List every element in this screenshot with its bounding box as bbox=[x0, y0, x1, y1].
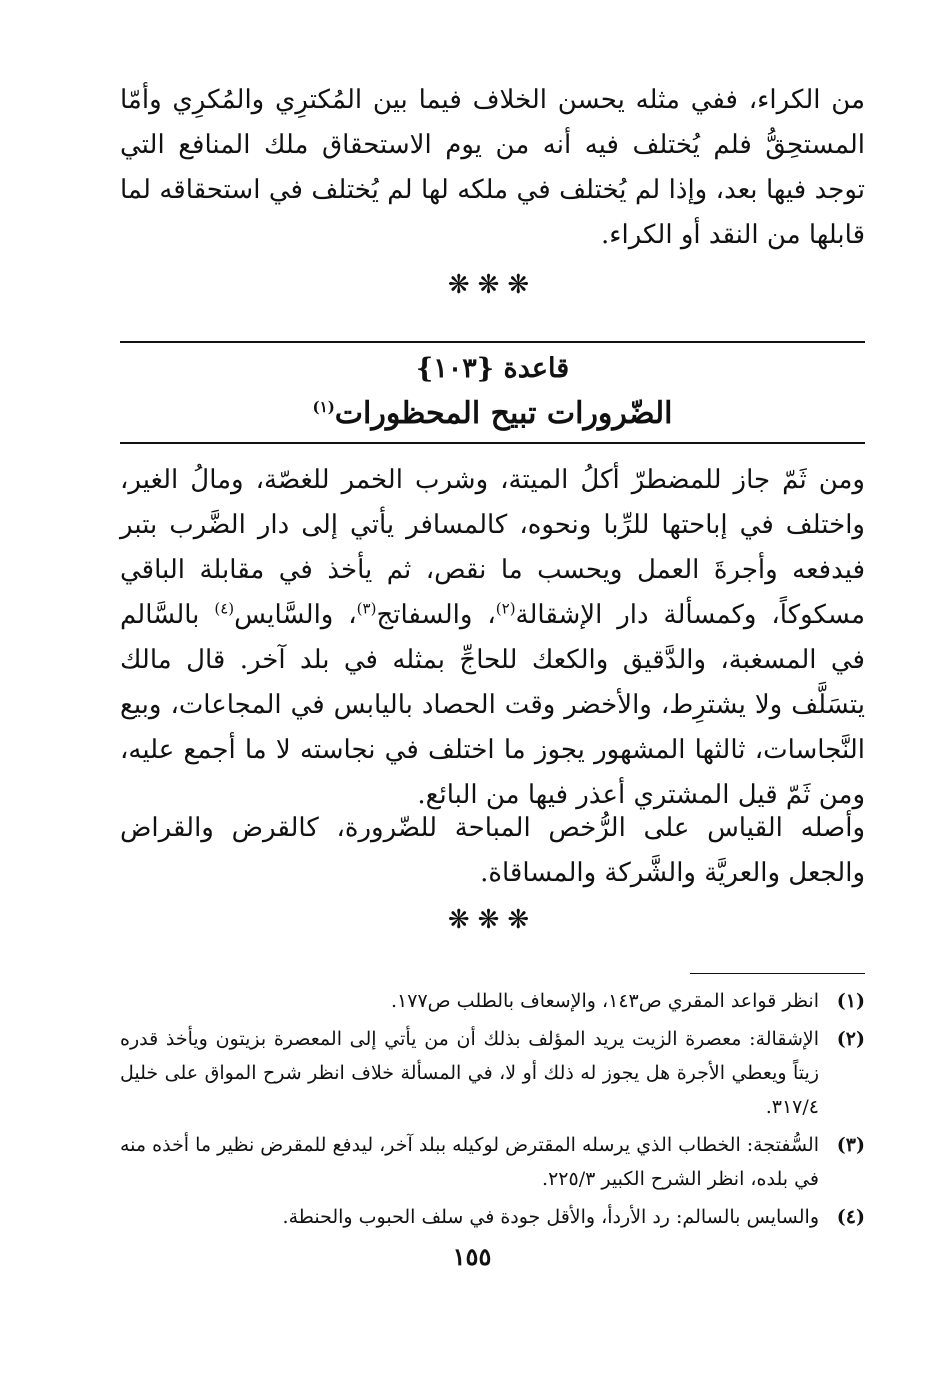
footnote-item bbox=[120, 1200, 865, 1234]
footnote-number: (٢) bbox=[836, 1028, 865, 1050]
footnote-number: (٣) bbox=[836, 1134, 865, 1156]
footnote-ref-3: (٣) bbox=[356, 599, 377, 618]
page-number: ١٥٥ bbox=[452, 1242, 492, 1271]
footnote-text: انظر قواعد المقري ص١٤٣، والإسعاف بالطلب ص١٧٧. bbox=[390, 990, 819, 1012]
paragraph-main-part-a: ومن ثَمّ جاز للمضطرّ أكلُ الميتة، وشرب الخمر للغصّة، ومالُ الغير، واختلف في إباحتها للرِّبا ونحوه، كالمسافر يأتي إلى دار الضَّرب بتبر فيدفعه وأجرةَ العمل ويحسب ما نقص، ثم يأخذ في مقابلة الباقي مسكوكاً، وكمسألة دار الإشقالة bbox=[120, 465, 866, 630]
heading-rule-top bbox=[120, 341, 865, 343]
paragraph-main-part-b: ، والسفاتج bbox=[376, 600, 496, 630]
separator-stars-bottom: ❋❋❋ bbox=[447, 905, 538, 935]
footnote-text: والسايس بالسالم: رد الأردأ، والأقل جودة في سلف الحبوب والحنطة. bbox=[282, 1206, 819, 1228]
paragraph-main bbox=[120, 458, 865, 818]
footnote-number: (٤) bbox=[836, 1206, 865, 1228]
paragraph-origin: وأصله القياس على الرُّخص المباحة للضّرورة، كالقرض والقراض والجعل والعريَّة والشَّركة والمساقاة. bbox=[120, 813, 865, 888]
paragraph-main-part-c: ، والسَّايس bbox=[234, 600, 357, 630]
rule-title bbox=[120, 392, 865, 436]
footnote-ref-1: (١) bbox=[312, 398, 335, 416]
footnote-divider bbox=[690, 973, 865, 974]
footnote-text: الإشقالة: معصرة الزيت يريد المؤلف بذلك أن من يأتي إلى المعصرة بزيتون ويأخذ قدره زيتاً ويعطي الأجرة هل يجوز له ذلك أو لا، في المسألة خلاف انظر شرح المواق على خليل ٣١٧/٤. bbox=[120, 1028, 819, 1118]
rule-title-text: الضّرورات تبيح المحظورات bbox=[334, 396, 673, 431]
footnotes-list bbox=[120, 984, 865, 1238]
footnote-number: (١) bbox=[836, 990, 865, 1012]
footnote-text: السُّفتجة: الخطاب الذي يرسله المقترض لوكيله ببلد آخر، ليدفع للمقرض نظير ما أخذه منه في بلده، انظر الشرح الكبير ٢٢٥/٣. bbox=[120, 1134, 819, 1190]
rule-number-heading: قاعدة {١٠٣} bbox=[415, 353, 570, 384]
paragraph-top: من الكراء، ففي مثله يحسن الخلاف فيما بين المُكترِي والمُكرِي وأمّا المستحِقُّ فلم يُختلف فيه أنه من يوم الاستحقاق ملك المنافع التي توجد فيها بعد، وإذا لم يُختلف في ملكه لها لم يُختلف في استحقاقه لما قابلها من النقد أو الكراء. bbox=[120, 85, 865, 250]
footnote-item bbox=[120, 1022, 865, 1124]
paragraph-main-part-d: بالسَّالم في المسغبة، والدَّقيق والكعك للحاجِّ بمثله في بلد آخر. قال مالك يتسَلَّف ولا يشترِط، والأخضر وقت الحصاد باليابس في المجاعات، وبيع النَّجاسات، ثالثها المشهور يجوز ما اختلف في نجاسته لا ما أجمع عليه، ومن ثَمّ قيل المشتري أعذر فيها من البائع. bbox=[120, 600, 865, 810]
footnote-item bbox=[120, 1128, 865, 1196]
footnote-ref-4: (٤) bbox=[214, 599, 235, 618]
separator-stars-top: ❋❋❋ bbox=[447, 270, 538, 300]
footnote-ref-2: (٢) bbox=[495, 599, 516, 618]
footnote-item bbox=[120, 984, 865, 1018]
heading-rule-bottom bbox=[120, 442, 865, 444]
